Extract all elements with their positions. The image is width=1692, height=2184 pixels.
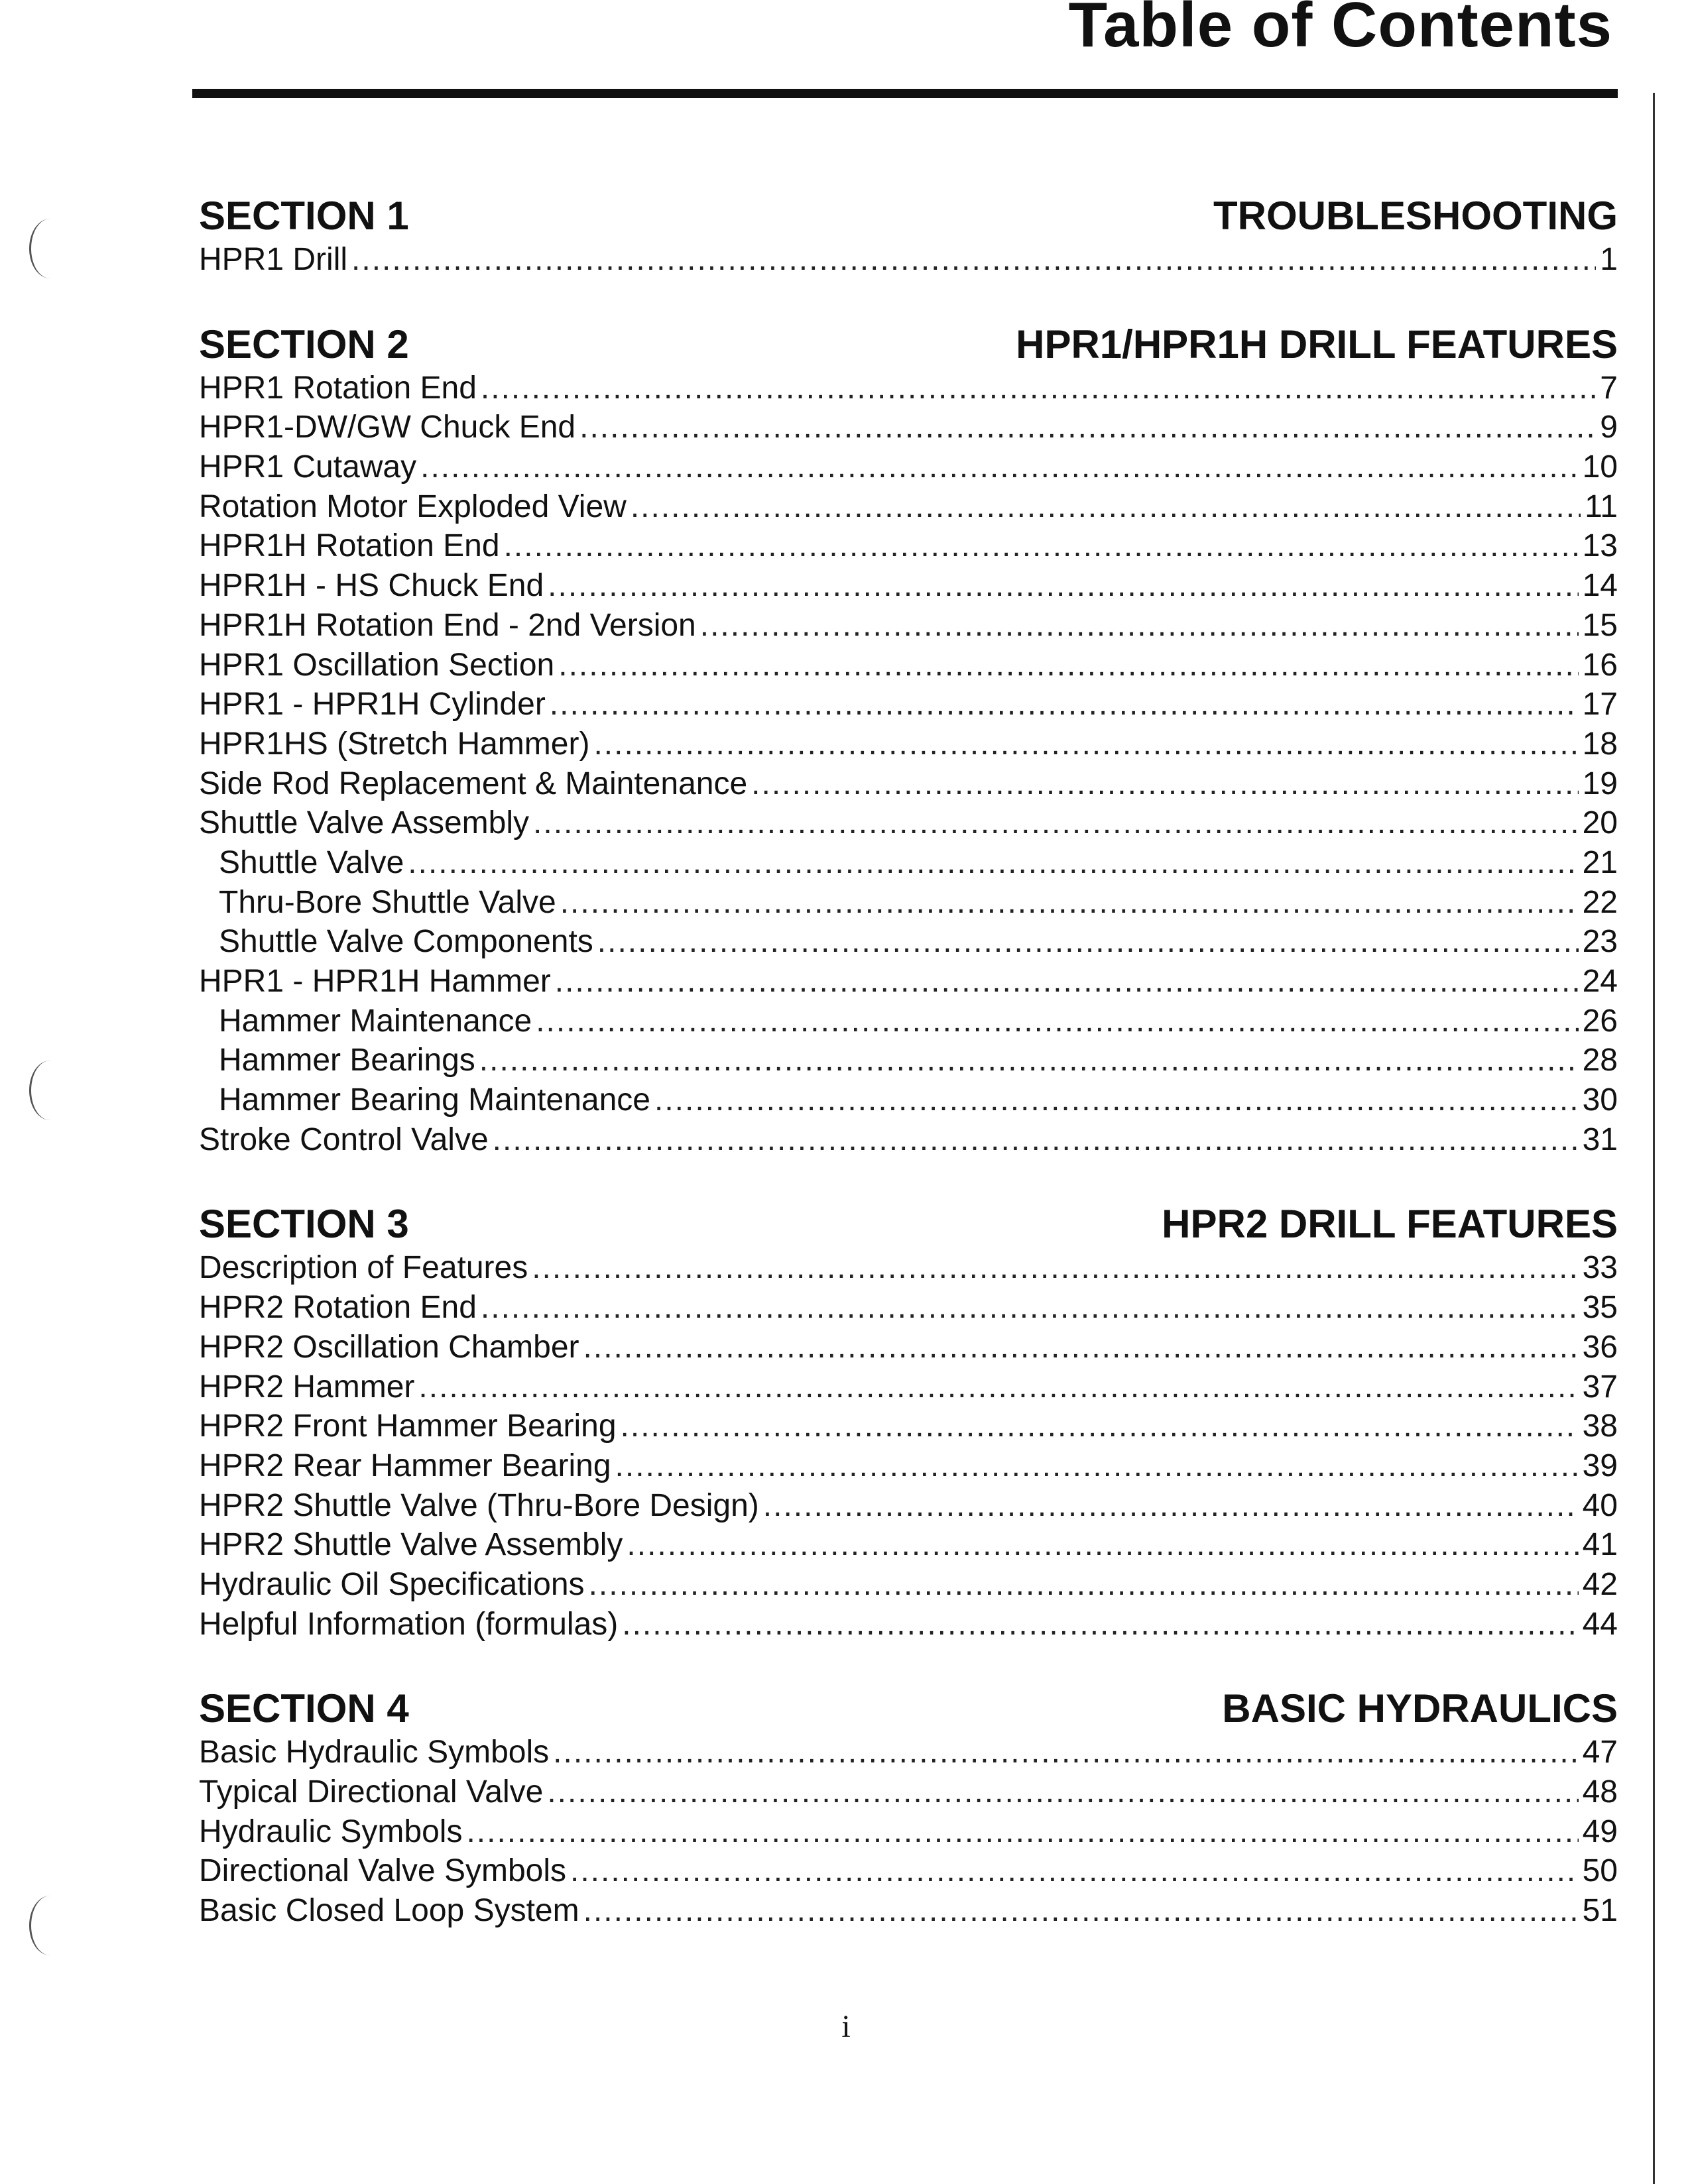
toc-entry-label: HPR1 - HPR1H Cylinder <box>199 687 546 722</box>
binder-hole-mark <box>29 1896 71 1955</box>
toc-entry[interactable] <box>199 408 1618 447</box>
toc-entry-page: 41 <box>1582 1527 1618 1563</box>
toc-entry-label: HPR2 Front Hammer Bearing <box>199 1408 617 1444</box>
toc-entry-page: 33 <box>1582 1250 1618 1286</box>
toc-entry[interactable] <box>199 1486 1618 1526</box>
dot-leader <box>504 526 1579 566</box>
toc-entry-page: 49 <box>1582 1813 1618 1849</box>
toc-entry-label: Hammer Bearing Maintenance <box>219 1082 650 1118</box>
dot-leader <box>536 1002 1578 1041</box>
toc-entry-page: 36 <box>1582 1329 1618 1365</box>
toc-entry-label: HPR1 Oscillation Section <box>199 647 555 683</box>
binder-hole-mark <box>29 1061 71 1120</box>
section-title: BASIC HYDRAULICS <box>1222 1686 1618 1731</box>
dot-leader <box>570 1851 1579 1891</box>
toc-entry-label: HPR1 Cutaway <box>199 449 417 485</box>
toc-entry-label: Shuttle Valve Components <box>219 924 593 960</box>
toc-entry-label: HPR1 Drill <box>199 242 348 277</box>
toc-entry-page: 26 <box>1582 1003 1618 1039</box>
toc-entry-page: 10 <box>1582 449 1618 485</box>
dot-leader <box>408 843 1578 883</box>
toc-entry[interactable] <box>199 803 1618 843</box>
dot-leader <box>532 1248 1578 1288</box>
toc-entry-page: 16 <box>1582 647 1618 683</box>
section-title: HPR1/HPR1H DRILL FEATURES <box>1016 321 1618 367</box>
toc-entry-label: HPR2 Oscillation Chamber <box>199 1329 579 1365</box>
toc-entry-label: Basic Closed Loop System <box>199 1893 579 1929</box>
dot-leader <box>583 1328 1579 1367</box>
section-heading <box>199 1685 1618 1733</box>
section-heading <box>199 1200 1618 1248</box>
toc-entry-label: Rotation Motor Exploded View <box>199 489 627 524</box>
toc-entry-label: Description of Features <box>199 1250 528 1286</box>
toc-entry-page: 35 <box>1582 1290 1618 1326</box>
toc-entry-label: HPR2 Hammer <box>199 1369 415 1405</box>
section-label: SECTION 4 <box>199 1686 409 1731</box>
toc-entry[interactable] <box>199 1120 1618 1160</box>
toc-entry[interactable] <box>199 1733 1618 1772</box>
dot-leader <box>654 1080 1579 1120</box>
toc-entry[interactable] <box>199 1891 1618 1931</box>
toc-entry-label: Directional Valve Symbols <box>199 1853 566 1889</box>
toc-entry[interactable] <box>199 685 1618 724</box>
dot-leader <box>700 606 1579 646</box>
dot-leader <box>579 408 1596 447</box>
toc-entry-label: HPR1H Rotation End <box>199 528 500 564</box>
dot-leader <box>555 962 1579 1002</box>
page-edge-line <box>1653 93 1655 2184</box>
dot-leader <box>751 764 1578 804</box>
toc-entry[interactable] <box>199 646 1618 685</box>
dot-leader <box>479 1041 1579 1080</box>
toc-entry-label: HPR2 Rear Hammer Bearing <box>199 1448 611 1483</box>
dot-leader <box>558 646 1578 685</box>
toc-entry-page: 28 <box>1582 1043 1618 1078</box>
section-label: SECTION 2 <box>199 321 409 367</box>
toc-entry-label: Thru-Bore Shuttle Valve <box>219 884 556 920</box>
dot-leader <box>481 1288 1579 1328</box>
dot-leader <box>631 487 1581 527</box>
toc-entry[interactable] <box>199 1080 1618 1120</box>
toc-entry[interactable] <box>199 240 1618 280</box>
toc-entry-page: 23 <box>1582 924 1618 960</box>
dot-leader <box>548 566 1578 606</box>
toc-entry-page: 18 <box>1582 726 1618 762</box>
toc-entry[interactable] <box>199 1002 1618 1041</box>
dot-leader <box>615 1446 1579 1486</box>
toc-entry-page: 22 <box>1582 884 1618 920</box>
toc-entry-label: HPR1HS (Stretch Hammer) <box>199 726 590 762</box>
dot-leader <box>533 803 1579 843</box>
toc-entry-label: HPR2 Shuttle Valve (Thru-Bore Design) <box>199 1487 759 1523</box>
dot-leader <box>493 1120 1579 1160</box>
toc-entry-page: 13 <box>1582 528 1618 564</box>
table-of-contents <box>199 192 1618 1972</box>
toc-entry-page: 21 <box>1582 844 1618 880</box>
toc-entry-page: 24 <box>1582 964 1618 999</box>
toc-entry-page: 9 <box>1600 410 1618 445</box>
binder-hole-mark <box>29 219 71 278</box>
toc-entry-label: Basic Hydraulic Symbols <box>199 1735 550 1770</box>
toc-entry-label: Hammer Bearings <box>219 1043 475 1078</box>
toc-entry-page: 15 <box>1582 607 1618 643</box>
section-heading <box>199 192 1618 240</box>
toc-entry-page: 48 <box>1582 1774 1618 1810</box>
toc-entry[interactable] <box>199 1328 1618 1367</box>
toc-entry-page: 38 <box>1582 1408 1618 1444</box>
toc-entry[interactable] <box>199 369 1618 408</box>
toc-entry-label: HPR2 Rotation End <box>199 1290 477 1326</box>
toc-entry[interactable] <box>199 1367 1618 1407</box>
toc-entry-label: HPR1 - HPR1H Hammer <box>199 964 551 999</box>
toc-entry-label: Side Rod Replacement & Maintenance <box>199 766 748 801</box>
toc-entry-page: 37 <box>1582 1369 1618 1405</box>
dot-leader <box>593 724 1578 764</box>
title-rule <box>192 89 1618 98</box>
toc-entry-label: Shuttle Valve <box>219 844 404 880</box>
toc-entry-page: 11 <box>1585 489 1618 524</box>
toc-entry-page: 40 <box>1582 1487 1618 1523</box>
dot-leader <box>763 1486 1579 1526</box>
toc-entry[interactable] <box>199 1772 1618 1812</box>
dot-leader <box>351 240 1596 280</box>
toc-entry-label: HPR1-DW/GW Chuck End <box>199 410 576 445</box>
toc-entry[interactable] <box>199 1565 1618 1605</box>
toc-entry-label: Hydraulic Symbols <box>199 1813 463 1849</box>
toc-entry-label: Hammer Maintenance <box>219 1003 532 1039</box>
toc-entry[interactable] <box>199 1407 1618 1446</box>
toc-entry-page: 19 <box>1582 766 1618 801</box>
dot-leader <box>621 1407 1579 1446</box>
toc-entry[interactable] <box>199 962 1618 1002</box>
toc-entry-page: 44 <box>1582 1606 1618 1642</box>
toc-entry-page: 50 <box>1582 1853 1618 1889</box>
section-label: SECTION 3 <box>199 1202 409 1247</box>
toc-entry[interactable] <box>199 1605 1618 1644</box>
toc-entry[interactable] <box>199 1288 1618 1328</box>
dot-leader <box>589 1565 1579 1605</box>
toc-entry-page: 39 <box>1582 1448 1618 1483</box>
toc-entry-page: 20 <box>1582 805 1618 841</box>
toc-entry[interactable] <box>199 1525 1618 1565</box>
toc-entry-page: 17 <box>1582 687 1618 722</box>
toc-entry-page: 47 <box>1582 1735 1618 1770</box>
dot-leader <box>481 369 1596 408</box>
toc-entry-label: HPR1H - HS Chuck End <box>199 568 544 604</box>
toc-entry-label: Hydraulic Oil Specifications <box>199 1566 585 1602</box>
toc-entry[interactable] <box>199 487 1618 527</box>
dot-leader <box>597 922 1579 962</box>
dot-leader <box>418 1367 1578 1407</box>
toc-entry[interactable] <box>199 526 1618 566</box>
dot-leader <box>466 1812 1578 1852</box>
dot-leader <box>627 1525 1578 1565</box>
toc-entry-label: HPR1H Rotation End - 2nd Version <box>199 607 696 643</box>
toc-entry-label: Shuttle Valve Assembly <box>199 805 530 841</box>
toc-entry-label: Stroke Control Valve <box>199 1121 489 1157</box>
toc-entry[interactable] <box>199 883 1618 923</box>
toc-section <box>199 1685 1618 1930</box>
toc-section <box>199 1200 1618 1644</box>
section-title: TROUBLESHOOTING <box>1213 194 1618 238</box>
toc-entry[interactable] <box>199 724 1618 764</box>
dot-leader <box>583 1891 1579 1931</box>
toc-entry[interactable] <box>199 1248 1618 1288</box>
toc-entry-label: HPR1 Rotation End <box>199 370 477 406</box>
section-title: HPR2 DRILL FEATURES <box>1162 1202 1618 1247</box>
dot-leader <box>420 447 1578 487</box>
toc-section <box>199 321 1618 1160</box>
dot-leader <box>547 1772 1578 1812</box>
toc-entry-label: Typical Directional Valve <box>199 1774 544 1810</box>
page-number: i <box>841 2009 851 2044</box>
toc-section <box>199 192 1618 280</box>
toc-entry-label: Helpful Information (formulas) <box>199 1606 619 1642</box>
toc-entry-page: 51 <box>1582 1893 1618 1929</box>
toc-entry[interactable] <box>199 1041 1618 1080</box>
dot-leader <box>550 685 1579 724</box>
dot-leader <box>622 1605 1578 1644</box>
toc-entry-page: 7 <box>1600 370 1618 406</box>
toc-entry-page: 14 <box>1582 568 1618 604</box>
toc-entry[interactable] <box>199 606 1618 646</box>
toc-entry[interactable] <box>199 566 1618 606</box>
toc-entry-label: HPR2 Shuttle Valve Assembly <box>199 1527 623 1563</box>
toc-entry-page: 31 <box>1582 1121 1618 1157</box>
toc-entry-page: 30 <box>1582 1082 1618 1118</box>
dot-leader <box>553 1733 1578 1772</box>
toc-entry[interactable] <box>199 843 1618 883</box>
dot-leader <box>560 883 1579 923</box>
toc-entry[interactable] <box>199 922 1618 962</box>
toc-entry-page: 1 <box>1600 242 1618 277</box>
toc-entry[interactable] <box>199 764 1618 804</box>
section-heading <box>199 321 1618 369</box>
toc-entry-page: 42 <box>1582 1566 1618 1602</box>
toc-entry[interactable] <box>199 447 1618 487</box>
toc-entry[interactable] <box>199 1851 1618 1891</box>
toc-entry[interactable] <box>199 1446 1618 1486</box>
section-label: SECTION 1 <box>199 194 409 238</box>
page-title: Table of Contents <box>1068 0 1612 60</box>
toc-entry[interactable] <box>199 1812 1618 1852</box>
